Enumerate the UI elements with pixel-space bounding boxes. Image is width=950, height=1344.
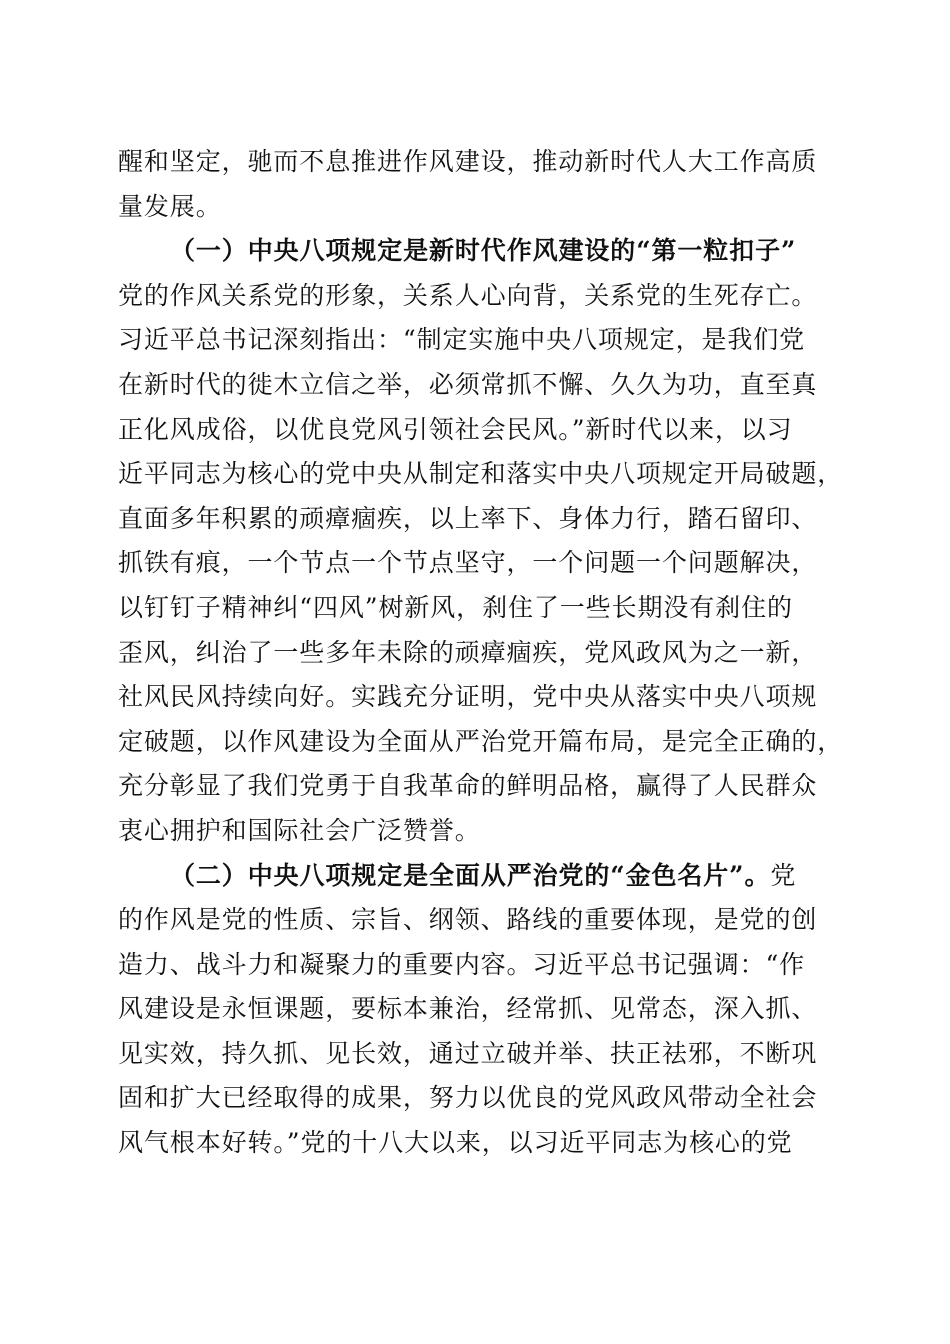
text-line-22: 固和扩大已经取得的成果，努力以优良的党风政风带动全社会 [118, 1083, 818, 1113]
text-line-15: 充分彰显了我们党勇于自我革命的鲜明品格，赢得了人民群众 [118, 771, 818, 801]
section-heading-2-tail: 党 [770, 860, 797, 890]
text-line-16: 衷心拥护和国际社会广泛赞誉。 [118, 815, 481, 845]
text-line-1: 醒和坚定，驰而不息推进作风建设，推动新时代人大工作高质 [118, 147, 818, 176]
text-line-18: 的作风是党的性质、宗旨、纲领、路线的重要体现，是党的创 [118, 905, 818, 935]
text-line-21: 见实效，持久抓、见长效，通过立破并举、扶正祛邪，不断巩 [118, 1038, 818, 1068]
text-line-12: 歪风，纠治了一些多年未除的顽瘴痼疾，党风政风为之一新， [118, 637, 818, 667]
text-line-8: 近平同志为核心的党中央从制定和落实中央八项规定开局破题， [118, 459, 844, 489]
section-heading-2: （二）中央八项规定是全面从严治党的“金色名片”。 [170, 860, 771, 890]
text-line-6: 在新时代的徙木立信之举，必须常抓不懈、久久为功，直至真 [118, 369, 818, 399]
text-line-14: 定破题，以作风建设为全面从严治党开篇布局，是完全正确的， [118, 726, 844, 756]
section-heading-1: （一）中央八项规定是新时代作风建设的“第一粒扣子” [170, 236, 797, 266]
text-line-2: 量发展。 [118, 191, 222, 221]
body-text [118, 140, 844, 1166]
text-line-11: 以钉钉子精神纠“四风”树新风，刹住了一些长期没有刹住的 [118, 592, 793, 622]
text-line-5: 习近平总书记深刻指出：“制定实施中央八项规定，是我们党 [118, 325, 806, 355]
text-line-20: 风建设是永恒课题，要标本兼治，经常抓、见常态，深入抓、 [118, 994, 818, 1024]
text-line-13: 社风民风持续向好。实践充分证明，党中央从落实中央八项规 [118, 682, 818, 712]
text-line-4: 党的作风关系党的形象，关系人心向背，关系党的生死存亡。 [118, 280, 818, 310]
text-line-10: 抓铁有痕，一个节点一个节点坚守，一个问题一个问题解决， [118, 548, 818, 578]
section-heading-2-line [118, 854, 838, 899]
text-line-7: 正化风成俗，以优良党风引领社会民风。”新时代以来，以习 [118, 414, 793, 444]
text-line-19: 造力、战斗力和凝聚力的重要内容。习近平总书记强调：“作 [118, 949, 806, 979]
text-line-9: 直面多年积累的顽瘴痼疾，以上率下、身体力行，踏石留印、 [118, 503, 818, 533]
text-line-23: 风气根本好转。”党的十八大以来，以习近平同志为核心的党 [118, 1128, 793, 1158]
